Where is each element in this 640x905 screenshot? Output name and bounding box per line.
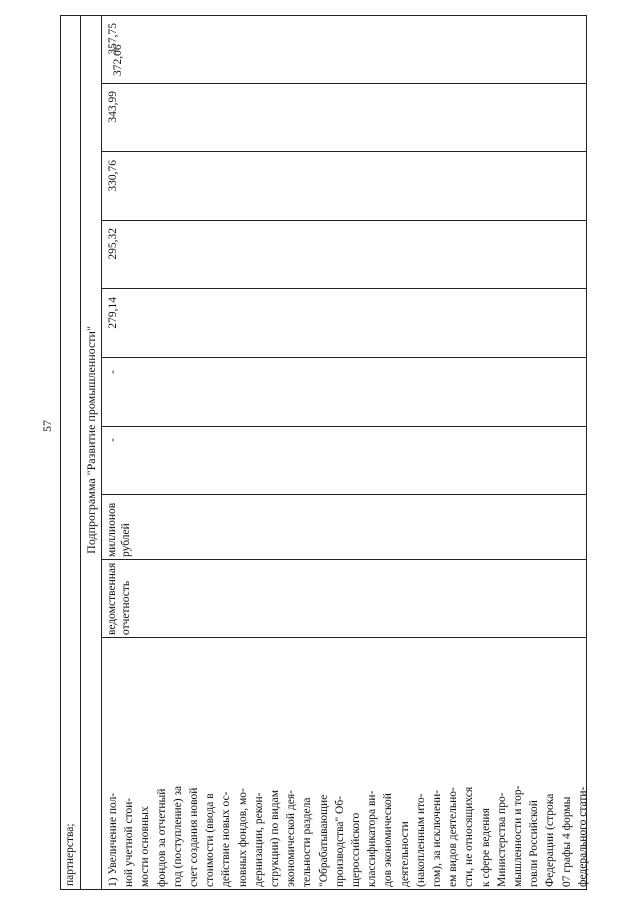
column-divider [101,220,587,221]
indicator-line: Федерации (строка [544,793,557,887]
row-divider [101,15,102,890]
indicator-description [105,639,589,887]
indicator-line: экономической дея- [285,790,298,887]
page-number: 57 [40,420,54,432]
value-cell: 372,06 [112,44,124,76]
value-cell: 343,99 [107,91,119,123]
indicator-line: 07 графы 4 формы [560,796,573,887]
indicator-line: мышленности и тор- [512,785,524,887]
value-cell: - [107,370,119,374]
row-continuation-text: партнерства; [64,823,76,886]
indicator-line: дернизации, рекон- [252,792,265,887]
column-divider [101,426,587,427]
indicator-line: "Обрабатывающие [317,794,330,887]
source-line: ведомственная [106,562,118,635]
column-divider [101,288,587,289]
column-divider [101,357,587,358]
column-divider [101,889,587,890]
indicator-line: ем видов деятельно- [447,787,460,887]
indicator-line: счет создания новой [188,787,200,887]
indicator-line: фондов за отчетный [155,788,168,887]
indicator-line: деятельности [398,821,411,887]
indicator-line: 1) Увеличение пол- [107,792,119,887]
indicator-line: щероссийского [350,812,362,887]
column-divider [101,559,587,560]
value-cell: 295,32 [107,228,119,260]
source-line: отчетность [120,580,132,635]
indicator-line: действие новых ос- [220,791,233,887]
column-divider [101,83,587,84]
indicator-line: ной учетной стои- [123,797,136,887]
indicator-line: (накопленным ито- [414,793,427,887]
indicator-line: говли Российской [528,800,541,887]
unit-line: миллионов [106,502,118,557]
indicator-line: дов экономической [382,793,395,887]
indicator-line: классификатора ви- [366,790,379,887]
indicator-line: федерального стати- [576,786,589,887]
value-cell: - [107,438,119,442]
indicator-line: стоимости (ввода в [204,793,217,887]
indicator-line: новных фондов, мо- [236,788,249,887]
indicator-line: гом), за исключени- [431,789,443,887]
indicator-line: струкции) по видам [269,790,281,887]
column-divider [101,637,587,638]
indicator-line: к сфере ведения [479,808,492,887]
indicator-line: мости основных [139,806,152,887]
indicator-line: производства" Об- [333,795,346,887]
unit-line: рублей [120,523,132,557]
value-cell-container [112,24,130,84]
row-divider [80,15,81,890]
indicator-line: тельности раздела [301,797,314,887]
indicator-table [60,15,587,890]
unit-of-measure [105,497,135,557]
column-divider [101,151,587,152]
value-cell: 357,75 [107,23,119,55]
indicator-line: год (поступление) за [171,785,184,887]
data-source [105,563,135,635]
value-cell: 330,76 [107,160,119,192]
column-divider [101,494,587,495]
indicator-line: сти, не относящихся [463,786,476,887]
subprogram-header: Подпрограмма "Развитие промышленности" [84,326,98,554]
indicator-line: Министерства про- [495,792,508,887]
value-cell: 279,14 [107,297,119,329]
